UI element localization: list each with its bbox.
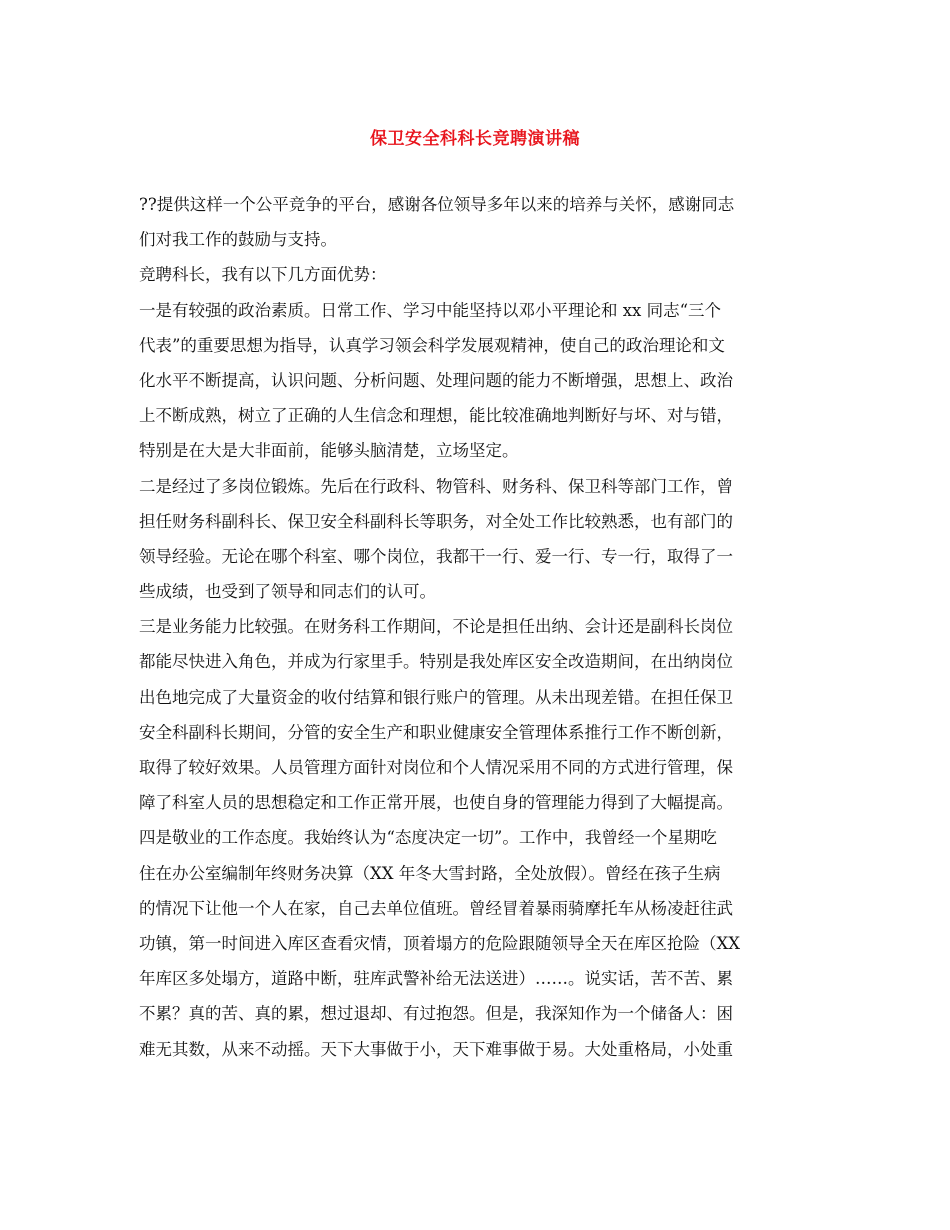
- text-line: 一是有较强的政治素质。日常工作、学习中能坚持以邓小平理论和 xx 同志“三个: [139, 300, 722, 320]
- text-line: 代表”的重要思想为指导，认真学习领会科学发展观精神，使自己的政治理论和文: [139, 335, 725, 355]
- text-line: 担任财务科副科长、保卫安全科副科长等职务，对全处工作比较熟悉，也有部门的: [139, 511, 733, 531]
- text-line: 住在办公室编制年终财务决算（XX 年冬大雪封路，全处放假）。曾经在孩子生病: [139, 863, 721, 883]
- text-line: ??提供这样一个公平竞争的平台，感谢各位领导多年以来的培养与关怀，感谢同志: [139, 195, 735, 214]
- text-line: 出色地完成了大量资金的收付结算和银行账户的管理。从未出现差错。在担任保卫: [139, 687, 733, 707]
- text-line: 功镇，第一时间进入库区查看灾情，顶着塌方的危险跟随领导全天在库区抢险（XX: [139, 933, 740, 953]
- text-line: 化水平不断提高，认识问题、分析问题、处理问题的能力不断增强，思想上、政治: [139, 370, 733, 390]
- text-line: 们对我工作的鼓励与支持。: [139, 230, 337, 250]
- text-line: 障了科室人员的思想稳定和工作正常开展，也使自身的管理能力得到了大幅提高。: [139, 793, 733, 813]
- text-line: 领导经验。无论在哪个科室、哪个岗位，我都干一行、爱一行、专一行，取得了一: [139, 546, 733, 566]
- text-line: 二是经过了多岗位锻炼。先后在行政科、物管科、财务科、保卫科等部门工作，曾: [139, 476, 733, 496]
- text-line: 都能尽快进入角色，并成为行家里手。特别是我处库区安全改造期间，在出纳岗位: [139, 652, 733, 672]
- text-line: 难无其数，从来不动摇。天下大事做于小，天下难事做于易。大处重格局，小处重: [139, 1039, 733, 1059]
- text-line: 的情况下让他一个人在家，自己去单位值班。曾经冒着暴雨骑摩托车从杨凌赶往武: [139, 898, 733, 918]
- text-line: 取得了较好效果。人员管理方面针对岗位和个人情况采用不同的方式进行管理，保: [139, 758, 733, 777]
- text-line: 不累？真的苦、真的累，想过退却、有过抱怨。但是，我深知作为一个储备人：困: [139, 1004, 733, 1024]
- text-line: 三是业务能力比较强。在财务科工作期间，不论是担任出纳、会计还是副科长岗位: [139, 617, 733, 637]
- document-title: 保卫安全科科长竞聘演讲稿: [370, 129, 580, 149]
- document-body: [139, 187, 819, 1067]
- text-line: 四是敬业的工作态度。我始终认为“态度决定一切”。工作中，我曾经一个星期吃: [139, 828, 717, 848]
- text-line: 些成绩，也受到了领导和同志们的认可。: [139, 582, 436, 602]
- text-line: 安全科副科长期间，分管的安全生产和职业健康安全管理体系推行工作不断创新，: [139, 722, 733, 742]
- text-line: 上不断成熟，树立了正确的人生信念和理想，能比较准确地判断好与坏、对与错，: [139, 406, 733, 426]
- text-line: 年库区多处塌方，道路中断，驻库武警补给无法送进）……。说实话，苦不苦、累: [139, 969, 733, 989]
- text-line: 竞聘科长，我有以下几方面优势：: [139, 265, 387, 285]
- text-line: 特别是在大是大非面前，能够头脑清楚，立场坚定。: [139, 441, 519, 461]
